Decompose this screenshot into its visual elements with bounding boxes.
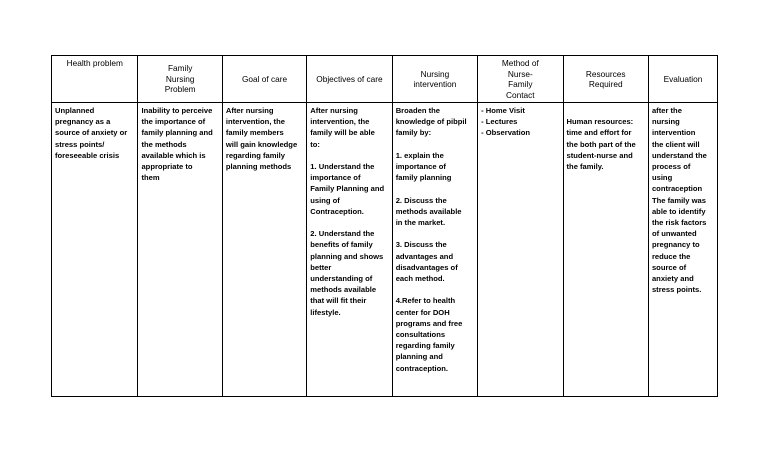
cell-line: After nursing xyxy=(225,106,274,115)
cell-line: - Home Visit xyxy=(481,106,525,115)
cell-line: 2. Understand the xyxy=(310,229,375,239)
cell-line: Nursing xyxy=(420,68,450,79)
cell-line: intervention xyxy=(651,128,696,138)
cell-line: anxiety and xyxy=(651,274,694,284)
cell-line: contraception. xyxy=(395,363,449,373)
cell-line: Family xyxy=(167,63,193,74)
cell-line: 1. Understand the xyxy=(310,162,375,171)
cell-resources-required xyxy=(563,103,648,397)
cell-goal-of-care xyxy=(222,103,306,397)
cell-line: Method of xyxy=(501,58,539,68)
cell-line: better xyxy=(310,262,332,272)
cell-line: center for DOH xyxy=(395,307,450,317)
cell-line: Unplanned xyxy=(55,106,95,115)
cell-line: Contraception. xyxy=(310,206,364,216)
header-evaluation xyxy=(648,56,717,103)
cell-line: importance of xyxy=(395,162,446,171)
cell-line: appropriate to xyxy=(141,162,193,172)
cell-line: stress points. xyxy=(651,285,702,295)
cell-line: Problem xyxy=(164,84,196,95)
cell-line: knowledge of pibpil xyxy=(395,117,467,127)
cell-line: 3. Discuss the xyxy=(395,240,447,250)
cell-line: The family was xyxy=(651,195,706,205)
cell-line: using of xyxy=(310,195,340,205)
cell-evaluation xyxy=(648,103,717,397)
cell-line: after the xyxy=(651,106,682,115)
cell-line: Objectives of care xyxy=(316,73,383,84)
header-goal-of-care xyxy=(222,56,306,103)
cell-line: of unwanted xyxy=(651,229,697,239)
cell-line: that will fit their xyxy=(310,296,367,306)
cell-line: source of xyxy=(651,262,687,272)
cell-line: Required xyxy=(588,79,623,89)
line-gap xyxy=(310,150,388,161)
cell-objectives-of-care xyxy=(307,103,392,397)
cell-line: planning methods xyxy=(225,162,292,172)
header-row xyxy=(52,56,718,103)
cell-line: regarding family xyxy=(225,150,285,160)
cell-line: using xyxy=(651,173,673,183)
cell-line: pregnancy to xyxy=(651,240,700,250)
cell-line: planning and shows xyxy=(310,251,384,261)
cell-line: the importance of xyxy=(141,117,206,127)
cell-line: understand the xyxy=(651,150,707,160)
cell-line: stress points/ xyxy=(55,139,105,149)
cell-line: - Observation xyxy=(481,128,531,138)
cell-line: methods available xyxy=(395,206,462,216)
cell-line: in the market. xyxy=(395,218,446,227)
header-objectives-of-care xyxy=(307,56,392,103)
cell-line: Family Planning and xyxy=(310,184,385,194)
cell-line: able to identify xyxy=(651,206,706,216)
cell-line: Nursing xyxy=(165,73,195,84)
cell-line: family members xyxy=(225,128,284,138)
nursing-care-plan-table xyxy=(51,55,718,397)
cell-line: 1. explain the xyxy=(395,150,444,160)
line-gap xyxy=(310,217,388,228)
cell-line: disadvantages of xyxy=(395,262,458,272)
cell-line: regarding family xyxy=(395,341,455,351)
cell-line: methods available xyxy=(310,285,377,295)
line-gap xyxy=(567,105,645,116)
cell-line: importance of xyxy=(310,173,361,183)
cell-line: intervention, the xyxy=(310,117,370,127)
cell-line: contraception xyxy=(651,184,703,194)
cell-line: benefits of family xyxy=(310,240,373,250)
cell-line: pregnancy as a xyxy=(55,117,111,127)
cell-nursing-intervention xyxy=(392,103,477,397)
cell-line: intervention xyxy=(413,79,457,89)
cell-line: family planning and xyxy=(141,128,213,138)
cell-line: Inability to perceive xyxy=(141,106,213,115)
cell-line: Broaden the xyxy=(395,106,440,115)
cell-line: the both part of the xyxy=(566,139,636,149)
header-health-problem xyxy=(52,56,138,103)
cell-line: the risk factors xyxy=(651,218,707,228)
cell-line: 4.Refer to health xyxy=(395,296,456,306)
cell-line: time and effort for xyxy=(566,128,632,138)
cell-line: family planning xyxy=(395,173,452,183)
cell-line: Family xyxy=(508,79,533,89)
cell-line: the methods xyxy=(141,139,187,149)
header-family-nursing-problem xyxy=(138,56,222,103)
cell-line: to: xyxy=(310,139,320,149)
cell-line: family by: xyxy=(395,128,432,138)
table-row xyxy=(52,103,718,397)
cell-line: advantages and xyxy=(395,251,454,261)
cell-line: the client will xyxy=(651,139,700,149)
cell-line: consultations xyxy=(395,330,446,339)
cell-line: available which is xyxy=(141,150,206,160)
cell-line: Human resources: xyxy=(566,117,634,127)
cell-line: Evaluation xyxy=(663,73,703,84)
header-resources-required xyxy=(563,56,648,103)
cell-line: 2. Discuss the xyxy=(395,195,447,205)
cell-line: will gain knowledge xyxy=(225,139,298,149)
cell-line: Contact xyxy=(506,89,535,100)
line-gap xyxy=(396,228,474,239)
cell-line: Resources xyxy=(585,68,626,79)
cell-line: reduce the xyxy=(651,251,691,261)
cell-line: programs and free xyxy=(395,318,463,328)
cell-line: Nurse- xyxy=(507,68,533,79)
header-method-of-contact xyxy=(478,56,563,103)
line-gap xyxy=(396,183,474,194)
cell-line: source of anxiety or xyxy=(55,128,128,138)
cell-line: - Lectures xyxy=(481,117,518,127)
line-gap xyxy=(396,284,474,295)
line-gap xyxy=(396,139,474,150)
cell-line: each method. xyxy=(395,274,445,283)
cell-line: them xyxy=(141,173,160,183)
cell-line: intervention, the xyxy=(225,117,285,127)
cell-health-problem xyxy=(52,103,138,397)
cell-method-of-contact xyxy=(478,103,563,397)
cell-line: nursing xyxy=(651,117,680,127)
cell-line: process of xyxy=(651,162,691,172)
header-nursing-intervention xyxy=(392,56,477,103)
cell-line: Goal of care xyxy=(241,73,288,84)
cell-family-nursing-problem xyxy=(138,103,222,397)
cell-line: student-nurse and xyxy=(566,150,633,160)
cell-line: foreseeable crisis xyxy=(55,150,120,160)
cell-line: family will be able xyxy=(310,128,375,138)
cell-line: the family. xyxy=(566,162,604,171)
cell-line: Health problem xyxy=(66,58,123,68)
cell-line: planning and xyxy=(395,352,443,362)
cell-line: understanding of xyxy=(310,274,373,284)
cell-line: lifestyle. xyxy=(310,307,341,317)
cell-line: After nursing xyxy=(310,106,358,115)
